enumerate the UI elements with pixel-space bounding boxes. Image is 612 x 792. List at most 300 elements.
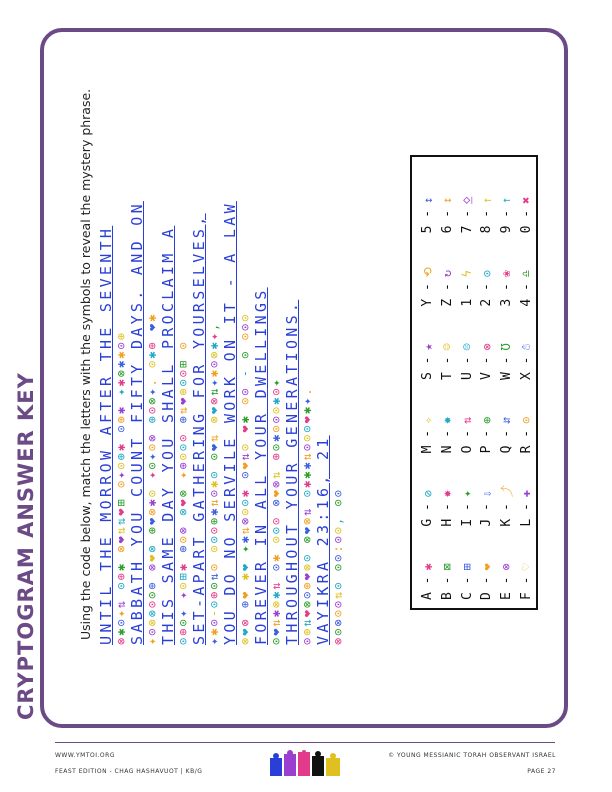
key-entry [497, 307, 517, 380]
symbol-glyph: ⊙ [145, 358, 159, 368]
symbol-glyph: ⊙ [269, 414, 283, 424]
key-letter: 1 - [459, 283, 475, 307]
key-letter: Q - [498, 429, 514, 454]
key-entry [418, 307, 438, 380]
key-symbol: ♎ [519, 269, 534, 278]
symbol-glyph [176, 516, 190, 525]
symbol-glyph: ⇅ [176, 404, 190, 415]
symbol-glyph: ⊗ [300, 534, 314, 544]
symbol-glyph: ⇅ [207, 571, 221, 581]
footer-edition: FEAST EDITION - CHAG HASHAVUOT | KB/G [55, 768, 203, 775]
key-letter: I - [459, 503, 475, 527]
symbol-glyph: ⊙ [145, 488, 159, 498]
symbol-glyph: ⊙ [207, 543, 221, 553]
symbol-glyph [238, 580, 252, 589]
symbol-glyph: ❤ [269, 488, 283, 498]
symbol-glyph: ⊕ [176, 386, 190, 396]
symbol-glyph: ✦ [145, 469, 159, 479]
symbol-glyph: ⊙ [114, 423, 128, 433]
symbol-glyph: ⊙ [207, 534, 221, 544]
key-entry [418, 527, 438, 600]
symbol-glyph: ⊙ [331, 497, 345, 507]
symbol-glyph [176, 479, 190, 488]
key-symbol: ❀ [499, 269, 514, 278]
answer-text: UNTIL THE MORROW AFTER THE SEVENTH [97, 225, 115, 645]
symbol-glyph: ⊗ [176, 524, 190, 535]
symbol-glyph: ⇅ [300, 451, 314, 461]
key-symbol: ⇵ [499, 416, 514, 424]
symbol-glyph [238, 377, 252, 386]
symbol-glyph: ⊙ [176, 367, 190, 378]
symbol-glyph: ⊗ [114, 367, 128, 378]
symbol-glyph: ⊕ [145, 414, 159, 424]
symbol-glyph [145, 331, 159, 340]
key-symbol: ↕ [420, 196, 435, 204]
symbol-glyph: ⊙ [269, 441, 283, 452]
symbol-glyph: ⊗ [207, 349, 221, 359]
symbol-glyph: ⊗ [269, 598, 283, 609]
symbol-glyph: - [238, 367, 252, 378]
symbol-glyph [238, 433, 252, 442]
symbol-glyph [269, 506, 283, 515]
symbol-glyph: ✱ [114, 441, 128, 452]
symbol-glyph: ⊕ [145, 580, 159, 590]
symbol-glyph [145, 368, 159, 377]
key-symbol: ☃ [519, 343, 534, 351]
key-entry [477, 233, 497, 306]
key-letter: F - [518, 576, 534, 600]
key-symbol: ⊠ [440, 563, 455, 571]
answer-text: SET-APART GATHERING FOR YOURSELVES, [190, 213, 208, 645]
key-letter: 3 - [498, 283, 514, 307]
key-symbol: ⊕ [479, 416, 494, 424]
symbol-glyph: ❤ [114, 534, 128, 544]
symbol-glyph: ⊙ [145, 460, 159, 470]
answer-text: YOU DO NO SERVILE WORK ON IT - A LAW [221, 201, 239, 645]
symbol-glyph: : [331, 543, 345, 553]
key-letter: L - [518, 503, 534, 527]
key-entry [438, 160, 458, 233]
footer-copyright: © YOUNG MESSIANIC TORAH OBSERVANT ISRAEL [388, 752, 556, 759]
symbol-glyph: ⇅ [300, 506, 314, 516]
symbol-glyph [114, 553, 128, 562]
key-symbol: ★ [420, 343, 435, 351]
symbol-glyph: ❤ [300, 524, 314, 535]
key-letter: E - [498, 576, 514, 600]
symbol-row [207, 125, 221, 645]
key-symbol: ✦ [460, 489, 475, 498]
key-symbol: ↑ [499, 196, 514, 204]
answer-text: FOREVER IN ALL YOUR DWELLINGS [252, 287, 270, 645]
symbol-glyph: ⊙ [207, 524, 221, 535]
symbol-row [145, 125, 159, 645]
symbol-glyph: ⊙ [145, 598, 159, 609]
key-symbol: ⇅ [460, 416, 475, 424]
key-symbol: ⊞ [460, 563, 475, 571]
symbol-glyph: ⊕ [207, 515, 221, 525]
symbol-glyph [269, 460, 283, 469]
symbol-glyph: ⊗ [238, 617, 252, 627]
key-letter: Z - [439, 283, 455, 307]
symbol-glyph: . [145, 377, 159, 387]
symbol-glyph: ⊗ [145, 617, 159, 627]
key-letter: V - [479, 356, 495, 380]
key-entry [457, 307, 477, 380]
symbol-glyph: ⊙ [114, 617, 128, 627]
symbol-glyph: ⊙ [207, 561, 221, 572]
symbol-glyph [300, 497, 314, 506]
symbol-glyph: ⇅ [207, 497, 221, 507]
symbol-glyph: ✱ [114, 561, 128, 572]
key-symbol: ✚ [519, 489, 534, 498]
symbol-glyph: ✦ [176, 589, 190, 599]
key-letter: 8 - [479, 209, 495, 234]
symbol-glyph: ✱ [114, 377, 128, 387]
symbol-glyph: ⊙ [207, 617, 221, 627]
key-entry [418, 453, 438, 526]
key-entry [477, 527, 497, 600]
symbol-glyph [114, 433, 128, 442]
answer-text: SABBATH YOU COUNT FIFTY DAYS. AND ON [128, 201, 146, 645]
symbol-glyph: ✱ [114, 358, 128, 368]
symbol-glyph: ⇅ [331, 589, 345, 599]
symbol-glyph: ⊕ [114, 571, 128, 581]
symbol-glyph: ❤ [176, 497, 190, 507]
symbol-glyph: ✦ [238, 543, 252, 553]
symbol-glyph: ❤ [300, 571, 314, 581]
symbol-glyph: ⊙ [269, 561, 283, 572]
key-entry [438, 307, 458, 380]
key-letter: 2 - [479, 283, 495, 307]
symbol-glyph: ⊗ [114, 635, 128, 645]
symbol-glyph: ✱ [114, 349, 128, 359]
symbol-glyph [114, 396, 128, 405]
symbol-glyph: ❤ [145, 321, 159, 332]
symbol-glyph: ⊙ [114, 340, 128, 350]
symbol-row [238, 125, 252, 645]
symbol-glyph: ⇅ [207, 386, 221, 396]
symbol-glyph: ⇅ [269, 617, 283, 627]
footer-website: WWW.YMTOI.ORG [55, 752, 115, 759]
symbol-glyph: ⊙ [269, 423, 283, 433]
symbol-glyph: ✱ [207, 626, 221, 636]
symbol-glyph: ❤ [176, 395, 190, 405]
symbol-glyph: ✦ [114, 469, 128, 479]
symbol-glyph: ✱ [207, 367, 221, 378]
symbol-glyph: ⊙ [238, 469, 252, 479]
key-entry [516, 527, 536, 600]
key-symbol: ↻ [440, 269, 455, 278]
symbol-glyph [331, 506, 345, 515]
ymtoi-logo [268, 750, 344, 778]
symbol-glyph: . [300, 386, 314, 396]
key-entry [516, 160, 536, 233]
key-letter: A - [420, 576, 436, 600]
symbol-glyph: ⊗ [145, 395, 159, 405]
key-letter: N - [439, 429, 455, 454]
symbol-glyph: ✱ [300, 460, 314, 470]
symbol-glyph: ⊙ [331, 561, 345, 572]
key-entry [497, 453, 517, 526]
key-letter: W - [498, 356, 514, 380]
symbol-glyph: , [207, 321, 221, 332]
puzzle-line [222, 125, 253, 645]
symbol-glyph: ⊙ [269, 515, 283, 525]
key-letter: 9 - [498, 209, 514, 234]
symbol-glyph [269, 571, 283, 580]
symbol-glyph: ✱ [269, 432, 283, 442]
symbol-glyph: ⇅ [269, 469, 283, 479]
symbol-glyph: ⊙ [207, 580, 221, 590]
key-entry [497, 233, 517, 306]
puzzle-line [284, 125, 315, 645]
symbol-glyph: ⊕ [269, 451, 283, 461]
key-symbol: ⤴ [499, 485, 514, 498]
key-entry [497, 160, 517, 233]
symbol-glyph: ❤ [238, 589, 252, 599]
symbol-glyph: ✦ [300, 395, 314, 405]
key-letter: X - [518, 356, 534, 380]
symbol-glyph: ✱ [176, 561, 190, 572]
key-symbol: ⟲ [420, 267, 435, 278]
symbol-glyph [145, 571, 159, 580]
key-entry [477, 453, 497, 526]
symbol-glyph: ⊙ [238, 321, 252, 332]
symbol-glyph: ⊗ [145, 608, 159, 618]
key-symbol: ⊗ [499, 563, 514, 571]
symbol-glyph: ✱ [114, 404, 128, 415]
symbol-glyph: ⊙ [176, 377, 190, 387]
symbol-glyph: ⇅ [238, 524, 252, 535]
symbol-glyph: ⊕ [176, 543, 190, 553]
symbol-glyph: ⊙ [269, 404, 283, 415]
symbol-glyph: ⊕ [114, 451, 128, 461]
symbol-glyph [238, 359, 252, 368]
symbol-glyph: ⊙ [176, 432, 190, 442]
symbol-glyph [238, 340, 252, 349]
symbol-glyph: ⊙ [331, 580, 345, 590]
key-symbol: Ʊ [499, 343, 514, 351]
symbol-glyph: ⊙ [238, 331, 252, 341]
key-letter: K - [498, 503, 514, 527]
symbol-glyph: ⊗ [145, 506, 159, 516]
key-entry [477, 380, 497, 453]
symbol-glyph: ⊕ [145, 340, 159, 350]
puzzle-line [253, 125, 284, 645]
symbol-glyph: ✱ [269, 552, 283, 562]
code-key-grid [418, 160, 536, 600]
symbol-glyph [300, 543, 314, 552]
symbol-glyph: ⊙ [114, 478, 128, 489]
key-entry [438, 233, 458, 306]
symbol-glyph: ✦ [145, 635, 159, 645]
symbol-row [114, 125, 128, 645]
symbol-glyph: ⊙ [114, 460, 128, 470]
symbol-glyph [176, 599, 190, 608]
symbol-glyph [114, 590, 128, 599]
key-entry [418, 380, 438, 453]
symbol-glyph: , [331, 515, 345, 525]
symbol-glyph: ⊙ [331, 598, 345, 609]
instructions-text: Using the code below, match the letters with the symbols to reveal the mystery phrase. [78, 88, 93, 640]
key-letter: P - [479, 429, 495, 454]
key-letter: D - [479, 576, 495, 600]
symbol-glyph [176, 423, 190, 432]
symbol-glyph: ⊙ [238, 395, 252, 405]
cryptogram-puzzle [98, 125, 378, 645]
key-entry [516, 233, 536, 306]
key-letter: M - [420, 429, 436, 454]
key-entry [516, 380, 536, 453]
symbol-glyph: ❤ [207, 441, 221, 452]
symbol-glyph: ✦ [145, 386, 159, 396]
symbol-glyph: ⊙ [300, 635, 314, 645]
key-entry [497, 380, 517, 453]
symbol-glyph [207, 553, 221, 562]
symbol-glyph: ⊕ [114, 331, 128, 341]
key-symbol: ⍚ [460, 196, 475, 204]
key-letter: 7 - [459, 209, 475, 234]
key-letter: H - [439, 503, 455, 527]
puzzle-line [315, 125, 346, 645]
symbol-glyph: ⊙ [331, 552, 345, 562]
symbol-glyph: ⊙ [331, 608, 345, 618]
symbol-glyph: ✦ [114, 608, 128, 618]
key-entry [418, 160, 438, 233]
symbol-row [176, 125, 190, 645]
symbol-glyph: ✱ [238, 571, 252, 581]
symbol-glyph: ⊗ [145, 561, 159, 572]
symbol-glyph: ⊗ [300, 561, 314, 572]
symbol-glyph: ⊙ [300, 488, 314, 498]
symbol-glyph [207, 423, 221, 432]
key-entry [457, 233, 477, 306]
key-entry [418, 233, 438, 306]
key-entry [477, 160, 497, 233]
symbol-glyph: ✱ [238, 534, 252, 544]
symbol-glyph [176, 553, 190, 562]
answer-text: VAYIKRA 23:16, 21 [314, 435, 332, 645]
symbol-glyph: ✱ [145, 349, 159, 359]
symbol-glyph: ⊗ [238, 635, 252, 645]
symbol-glyph: ⊞ [176, 571, 190, 581]
symbol-glyph: ⊗ [269, 478, 283, 489]
key-letter: 4 - [518, 283, 534, 307]
symbol-row [300, 125, 314, 645]
symbol-glyph: ⇅ [114, 598, 128, 609]
symbol-glyph: ⊗ [300, 598, 314, 609]
symbol-glyph: ⊙ [145, 404, 159, 415]
key-symbol: ↕ [440, 196, 455, 204]
symbol-glyph: ✦ [207, 635, 221, 645]
key-entry [516, 453, 536, 526]
symbol-glyph: ❤ [114, 506, 128, 516]
symbol-glyph: ⊕ [207, 589, 221, 599]
symbol-glyph: ⊗ [176, 488, 190, 498]
key-entry [438, 527, 458, 600]
symbol-glyph: ✦ [176, 608, 190, 618]
symbol-glyph: ⊙ [238, 386, 252, 396]
key-entry [438, 380, 458, 453]
key-letter: 0 - [518, 209, 534, 234]
key-letter: B - [439, 576, 455, 600]
symbol-glyph: ⊗ [176, 506, 190, 516]
key-symbol: ⊙ [479, 269, 494, 278]
symbol-glyph: ⇅ [114, 515, 128, 525]
key-symbol: ⇩ [479, 489, 494, 498]
symbol-glyph: ⊞ [114, 497, 128, 507]
footer-page-number: PAGE 27 [527, 768, 556, 775]
key-symbol: ⊙ [519, 416, 534, 424]
symbol-glyph: ⊙ [176, 580, 190, 590]
symbol-glyph: ✱ [269, 608, 283, 618]
symbol-glyph: ⊙ [300, 441, 314, 452]
symbol-glyph: ⊙ [207, 451, 221, 461]
symbol-glyph: ⇅ [238, 451, 252, 461]
key-symbol: ⊘ [420, 489, 435, 498]
symbol-glyph: ⊙ [269, 534, 283, 544]
symbol-glyph: ✦ [176, 469, 190, 479]
symbol-glyph [238, 479, 252, 488]
puzzle-line [191, 125, 222, 645]
symbol-glyph [176, 350, 190, 359]
symbol-glyph: ⇅ [269, 580, 283, 590]
symbol-glyph [238, 608, 252, 617]
symbol-glyph: ⊙ [176, 340, 190, 350]
symbol-glyph: ⊙ [238, 312, 252, 322]
symbol-glyph: ⊙ [207, 469, 221, 479]
symbol-glyph: ⊕ [176, 626, 190, 636]
symbol-glyph [269, 543, 283, 552]
symbol-glyph: - [207, 608, 221, 618]
symbol-glyph: ✱ [145, 497, 159, 507]
symbol-glyph: ⊙ [331, 524, 345, 535]
symbol-glyph: ⊙ [331, 626, 345, 636]
symbol-glyph: ⊙ [331, 488, 345, 498]
key-letter: Y - [420, 283, 436, 307]
key-symbol: ☺ [440, 343, 455, 351]
key-symbol: ✧ [420, 416, 435, 424]
symbol-glyph: ⊕ [176, 414, 190, 424]
symbol-glyph: ❤ [238, 561, 252, 572]
puzzle-line [160, 125, 191, 645]
symbol-glyph [331, 571, 345, 580]
key-symbol: ☹ [460, 343, 475, 351]
symbol-glyph: ✦ [114, 386, 128, 396]
key-entry [497, 527, 517, 600]
symbol-glyph: ⊙ [269, 386, 283, 396]
symbol-glyph: ✱ [207, 340, 221, 350]
symbol-glyph [145, 534, 159, 543]
key-letter: R - [518, 429, 534, 454]
symbol-glyph: ⊗ [269, 497, 283, 507]
symbol-glyph: ⊗ [207, 414, 221, 424]
key-entry [457, 453, 477, 526]
answer-text: THROUGHOUT YOUR GENERATIONS. [283, 299, 301, 645]
symbol-glyph: ⊙ [238, 497, 252, 507]
symbol-glyph: ⊕ [238, 598, 252, 609]
symbol-glyph: ⊗ [114, 543, 128, 553]
symbol-row [331, 125, 345, 645]
symbol-glyph: ✦ [269, 377, 283, 387]
symbol-glyph: ⊕ [300, 626, 314, 636]
key-letter: U - [459, 356, 475, 380]
symbol-glyph: ✦ [207, 377, 221, 387]
symbol-glyph: ⊙ [145, 626, 159, 636]
key-letter: J - [479, 503, 495, 527]
symbol-glyph: ⊕ [145, 524, 159, 535]
symbol-glyph: ❤ [207, 404, 221, 415]
